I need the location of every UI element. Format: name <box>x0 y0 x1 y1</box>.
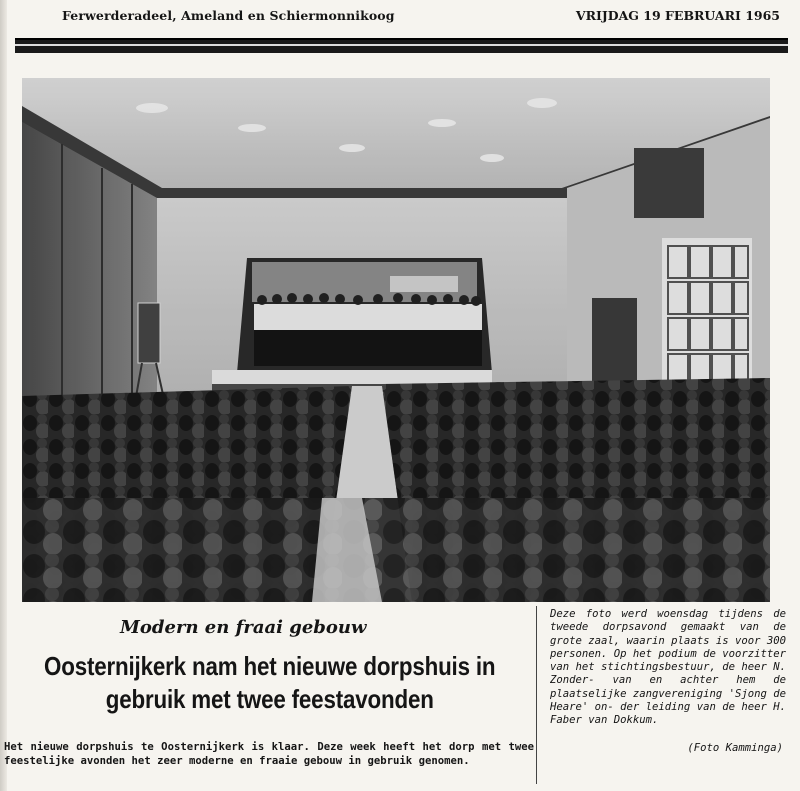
masthead <box>62 8 780 30</box>
photo-credit: (Foto Kamminga) <box>687 742 783 754</box>
article-kicker: Modern en fraai gebouw <box>120 617 367 638</box>
photo-caption-box <box>536 606 791 784</box>
header-rule <box>15 38 788 53</box>
article-lead: Het nieuwe dorpshuis te Oosternijkerk is klaar. Deze week heeft het dorp met twee feestelijke avonden het zeer moderne en fraaie gebouw in gebruik genomen. <box>4 741 534 767</box>
paper-edge <box>0 0 7 791</box>
news-photo <box>22 78 770 602</box>
article-headline: Oosternijkerk nam het nieuwe dorpshuis in gebruik met twee feestavonden <box>43 651 496 714</box>
photo-hall-illustration <box>22 78 770 602</box>
masthead-date: VRIJDAG 19 FEBRUARI 1965 <box>575 8 780 23</box>
photo-caption: Deze foto werd woensdag tijdens de tweede dorpsavond gemaakt van de grote zaal, waarin plaats is voor 300 personen. Op het podium de voorzitter van het stichtingsbestuur, de heer N. Zonder- van en achter hem de plaatselijke zangvereniging 'Sjong de Heare' on- der leiding van de heer H. Faber van Dokkum. <box>550 608 786 727</box>
masthead-region: Ferwerderadeel, Ameland en Schiermonnikoog <box>62 8 395 23</box>
